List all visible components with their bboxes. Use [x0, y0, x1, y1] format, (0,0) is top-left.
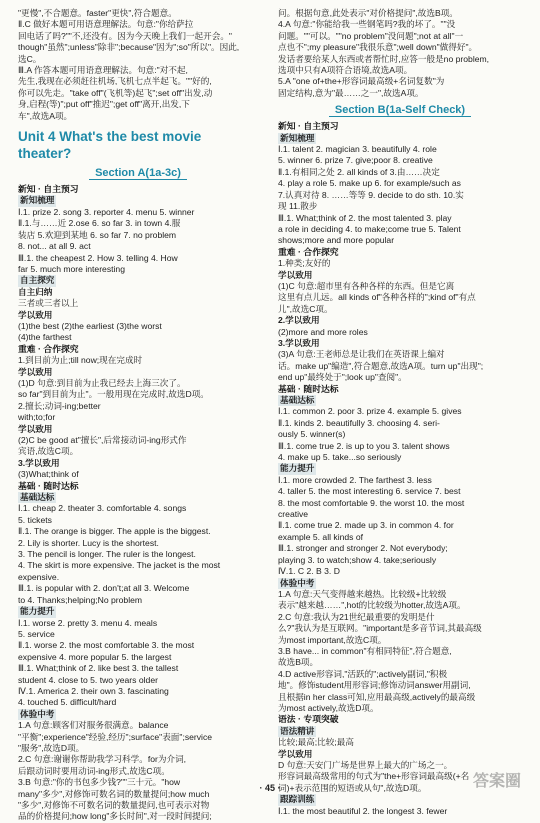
answer-line: so far"到目前为止"。一般用现在完成时,故选D项。 — [18, 389, 209, 400]
section-heading: 基础 · 随时达标 — [278, 383, 339, 394]
answer-line: to 4. Thanks;helping;No problem — [18, 594, 143, 605]
label-line: 学以致用 — [18, 309, 53, 320]
text-line: 回电话了吗?""不,还没有。因为今天晚上我们一起开会。" — [18, 30, 232, 41]
left-answer-body — [18, 184, 258, 823]
text-line: "更慢",不合题意。faster"更快",符合题意。 — [18, 8, 177, 18]
sub-heading: 体验中考 — [280, 577, 315, 588]
text-line: 5.A "one of+the+形容词最高级+名词复数"为 — [278, 76, 445, 87]
answer-line: a role in deciding 4. to make;come true 5. Talent — [278, 223, 461, 234]
answer-line: Ⅳ.1. America 2. their own 3. fascinating — [18, 685, 169, 696]
answer-line: 5. tickets — [18, 514, 52, 525]
text-line: 车",故选A项。 — [18, 110, 73, 121]
answer-line: 装店 5.欢迎到某地 6. so far 7. no problem — [18, 229, 177, 240]
answer-line: (2)more and more roles — [278, 326, 368, 337]
answer-line: Ⅲ.1. come true 2. is up to you 3. talent shows — [278, 440, 450, 451]
answer-line: Ⅱ.1.与……近 2.ose 6. so far 3. in town 4.服 — [18, 218, 181, 229]
sub-heading: 能力提升 — [20, 606, 55, 617]
answer-line: 2.擅长;动词-ing;better — [18, 400, 101, 411]
answer-line: "多少",对修饰不可数名词的数量提问,也可表示对物 — [18, 800, 210, 810]
right-answer-body — [278, 121, 522, 817]
answer-line: Ⅲ.1. What;think of 2. like best 3. the tallest — [18, 663, 179, 674]
answer-line: 4. The skirt is more expensive. The jacket is the most — [18, 560, 221, 571]
text-line: 你可以先走。"take off"(飞机等)起飞";set off"出发,动 — [18, 87, 213, 98]
text-line: Ⅱ.C 做好本题可用语意理解法。句意:"你给萨拉 — [18, 19, 194, 30]
answer-line: Ⅰ.1. more crowded 2. The farthest 3. less — [278, 474, 432, 485]
answer-line: 后跟动词时要用动词-ing形式,故选C项。 — [18, 765, 170, 776]
text-line: 点也不";my pleasure"我很乐意";well down"做得好"。 — [278, 42, 478, 53]
answer-line: "服务",故选D项。 — [18, 742, 85, 753]
answer-line: 4. play a role 5. make up 6. for example/such as — [278, 178, 461, 189]
answer-line: many"多少",对修饰可数名词的数量提问;how much — [18, 788, 210, 799]
answer-line: (4)the farthest — [18, 332, 72, 343]
label-line: 2.学以致用 — [278, 315, 320, 326]
answer-line: (2)C be good at"擅长",后常接动词-ing形式作 — [18, 435, 187, 445]
answer-line: 地"。修饰student用形容词;修饰动词answer用副词, — [278, 680, 471, 691]
answer-line: expensive. — [18, 571, 60, 582]
section-a-heading — [18, 166, 258, 181]
section-heading: 重难 · 合作探究 — [278, 246, 339, 257]
answer-line: 比较;最高;比较;最高 — [278, 737, 354, 748]
answer-line: 为most important,故选C项。 — [278, 634, 387, 645]
answer-line: Ⅰ.1. the most beautiful 2. the longest 3. fewer — [278, 805, 448, 816]
answer-line: 品的价格提问;how long"多长时间",对一段时间提问; — [18, 811, 212, 822]
answer-line: "平衡";experience"经验,经历";surface"表面";service — [18, 731, 213, 742]
label-line: 学以致用 — [18, 366, 53, 377]
answer-line: Ⅰ.1. talent 2. magician 3. beautifully 4. role — [278, 144, 437, 155]
answer-line: 5. winner 6. prize 7. give;poor 8. creative — [278, 155, 433, 166]
answer-line: 宾语,故选C项。 — [18, 446, 79, 457]
answer-line: with;to;for — [18, 412, 56, 423]
answer-line: 为most actively,故选D项。 — [278, 702, 379, 713]
sub-heading: 新知梳理 — [20, 195, 55, 206]
section-b-label: Section B(1a-Self Check) — [329, 104, 471, 117]
right-top-text — [278, 8, 522, 99]
answer-line: Ⅰ.1. cheap 2. theater 3. comfortable 4. songs — [18, 503, 187, 514]
answer-line: Ⅲ.1. What;think of 2. the most talented 3. play — [278, 212, 452, 223]
answer-line: Ⅰ.1. worse 2. pretty 3. menu 4. meals — [18, 617, 158, 628]
answer-line: Ⅳ.1. C 2. B 3. D — [278, 566, 340, 577]
answer-line: Ⅱ.1.有相同之处 2. all kinds of 3.由……决定 — [278, 166, 440, 177]
answer-line: 且根据in her class可知,应用最高级,actively的最高级 — [278, 691, 476, 702]
sub-heading: 跟踪训练 — [280, 794, 315, 805]
answer-line: 儿",故选C项。 — [278, 303, 333, 314]
answer-line: (3)What;think of — [18, 469, 79, 480]
answer-line: Ⅱ.1. The orange is bigger. The apple is the biggest. — [18, 526, 211, 537]
label-line: 学以致用 — [278, 748, 313, 759]
section-heading: 重难 · 合作探究 — [18, 343, 79, 354]
answer-line: 形容词最高级常用的句式为"the+形容词最高级(+名 — [278, 771, 470, 782]
answer-line: (1)D 句意:到目前为止我已经去上海三次了。 — [18, 377, 186, 388]
answer-line: 7.认真对待 8. ……等等 9. decide to do sth. 10.实 — [278, 189, 464, 200]
answer-line: 这里有点儿远。all kinds of"各种各样的";kind of"有点 — [278, 292, 476, 303]
answer-line: 4.D active形容词,"活跃的";actively副词,"积极 — [278, 668, 448, 679]
text-line: 问。根据句意,此处表示"对价格提问",故选B项。 — [278, 8, 458, 18]
text-line: though"虽然";unless"除非";because"因为";so"所以"。因此, — [18, 42, 240, 53]
answer-line: 4. touched 5. difficult/hard — [18, 697, 117, 708]
answer-line: Ⅲ.1. is popular with 2. don't;at all 3. Welcome — [18, 583, 190, 594]
section-a-label: Section A(1a-3c) — [89, 167, 187, 180]
answer-line: 3.B 句意:"你的书包多少钱?""三十元。"how — [18, 777, 181, 788]
sub-heading: 基础达标 — [280, 395, 315, 405]
label-line: 自主归纳 — [18, 286, 53, 297]
section-b-heading — [278, 103, 522, 118]
text-line: 4.A 句意:"你能给我一些钢笔吗?我的坏了。""没 — [278, 19, 456, 30]
page-number: · 45 · — [259, 782, 281, 793]
answer-line: Ⅲ.1. stronger and stronger 2. Not everybody; — [278, 543, 448, 554]
answer-line: 词)+表示范围的短语或从句",故选D项。 — [278, 782, 427, 793]
answer-line: 话。make up"编造",符合题意,故选A项。turn up"出现"; — [278, 360, 484, 371]
text-line: 发话者要给某人东西或者帮忙时,应答一般是no problem, — [278, 53, 490, 64]
section-heading: 语法 · 专项突破 — [278, 714, 339, 725]
answer-line: 表示"越来越……",hot的比较级为hotter,故选A项。 — [278, 600, 466, 611]
text-line: 选C。 — [18, 53, 42, 64]
text-line: Ⅲ.A 作答本题可用语意理解法。句意:"对不起, — [18, 65, 188, 76]
sub-heading: 基础达标 — [20, 492, 55, 503]
answer-line: 8. not... at all 9. act — [18, 241, 91, 252]
answer-line: Ⅱ.1. kinds 2. beautifully 3. choosing 4. seri- — [278, 417, 440, 428]
label-line: 3.学以致用 — [278, 337, 320, 348]
text-line: 问题。""可以。""no problem"没问题";not at all"一 — [278, 30, 464, 41]
sub-heading: 新知梳理 — [280, 132, 315, 143]
answer-line: ously 5. winner(s) — [278, 429, 346, 440]
answer-line: 4. make up 5. take...so seriously — [278, 452, 402, 463]
answer-line: Ⅰ.1. prize 2. song 3. reporter 4. menu 5. winner — [18, 206, 195, 217]
answer-line: Ⅱ.1. worse 2. the most comfortable 3. the most — [18, 640, 195, 651]
text-line: 先生,我现在必须赶往机场,飞机七点半起飞。""好的, — [18, 76, 212, 87]
answer-line: far 5. much more interesting — [18, 263, 125, 274]
answer-line: 故选B项。 — [278, 657, 319, 668]
right-column — [278, 8, 522, 817]
answer-line: student 4. close to 5. two years older — [18, 674, 158, 685]
answer-line: expensive 4. more popular 5. the largest — [18, 651, 172, 662]
unit-title: Unit 4 What's the best movie theater? — [18, 129, 202, 162]
left-top-text — [18, 8, 258, 122]
label-line: 3.学以致用 — [18, 457, 60, 468]
answer-line: Ⅲ.1. the cheapest 2. How 3. telling 4. How — [18, 252, 178, 263]
left-column — [18, 8, 258, 823]
label-line: 学以致用 — [278, 269, 313, 280]
sub-heading: 自主探究 — [20, 275, 55, 286]
answer-line: 么?"我认为是互联网。"important是多音节词,其最高级 — [278, 623, 482, 634]
answer-line: 8. the most comfortable 9. the worst 10. the most — [278, 497, 465, 508]
answer-line: 1.A 句意:顾客们对服务很满意。balance — [18, 720, 169, 731]
answer-line: 1.到目前为止;till now;现在完成时 — [18, 355, 143, 366]
answer-line: (3)A 句意:王老师总是让我们在英语课上编对 — [278, 349, 445, 360]
answer-line: 1.种类;友好的 — [278, 258, 331, 269]
answer-line: shows;more and more popular — [278, 235, 395, 246]
answer-line: Ⅱ.1. come true 2. made up 3. in common 4. for — [278, 520, 454, 531]
answer-line: (1)the best (2)the earliest (3)the worst — [18, 320, 162, 331]
answer-line: 1.A 句意:天气变得越来越热。比较级+比较级 — [278, 588, 447, 599]
answer-line: 3. The pencil is longer. The ruler is the longest. — [18, 549, 196, 560]
answer-line: example 5. all kinds of — [278, 531, 364, 542]
section-heading: 新知 · 自主预习 — [278, 121, 339, 132]
answer-line: Ⅰ.1. common 2. poor 3. prize 4. example 5. gives — [278, 406, 462, 417]
answer-line: end up"最终处于";look up"查阅"。 — [278, 372, 407, 383]
text-line: 身,启程(等)";put off"推迟";get off"离开,出发,下 — [18, 99, 190, 110]
answer-line: 5. service — [18, 628, 55, 639]
answer-line: playing 3. to watch;show 4. take;seriously — [278, 554, 437, 565]
answer-line: creative — [278, 509, 309, 520]
text-line: 固定结构,意为"最……之一",故选A项。 — [278, 87, 424, 98]
answer-line: D 句意:天安门广场是世界上最大的广场之一。 — [278, 760, 453, 770]
answer-line: 2. Lily is shorter. Lucy is the shortest. — [18, 537, 159, 548]
answer-line: 4. taller 5. the most interesting 6. service 7. best — [278, 486, 461, 497]
answer-line: 现 11.散步 — [278, 201, 318, 212]
answer-line: 2.C 句意:谢谢你帮助我学习科学。for为介词, — [18, 754, 187, 765]
answer-line: (1)C 句意:超市里有各种各样的东西。但是它离 — [278, 280, 455, 291]
section-heading: 基础 · 随时达标 — [18, 480, 79, 491]
sub-heading: 语法精讲 — [280, 725, 315, 736]
text-line: 选项中只有A项符合语境,故选A项。 — [278, 65, 413, 76]
label-line: 学以致用 — [18, 423, 53, 434]
sub-heading: 能力提升 — [280, 463, 315, 474]
answer-line: 2.C 句意:我认为21世纪最重要的发明是什 — [278, 611, 435, 622]
sub-heading: 体验中考 — [20, 708, 55, 719]
answer-line: 三者或三者以上 — [18, 298, 79, 309]
answer-line: 3.B have... in common"有相同特征",符合题意, — [278, 645, 452, 656]
watermark-logo: 答案圈 — [472, 773, 521, 790]
section-heading: 新知 · 自主预习 — [18, 184, 79, 195]
